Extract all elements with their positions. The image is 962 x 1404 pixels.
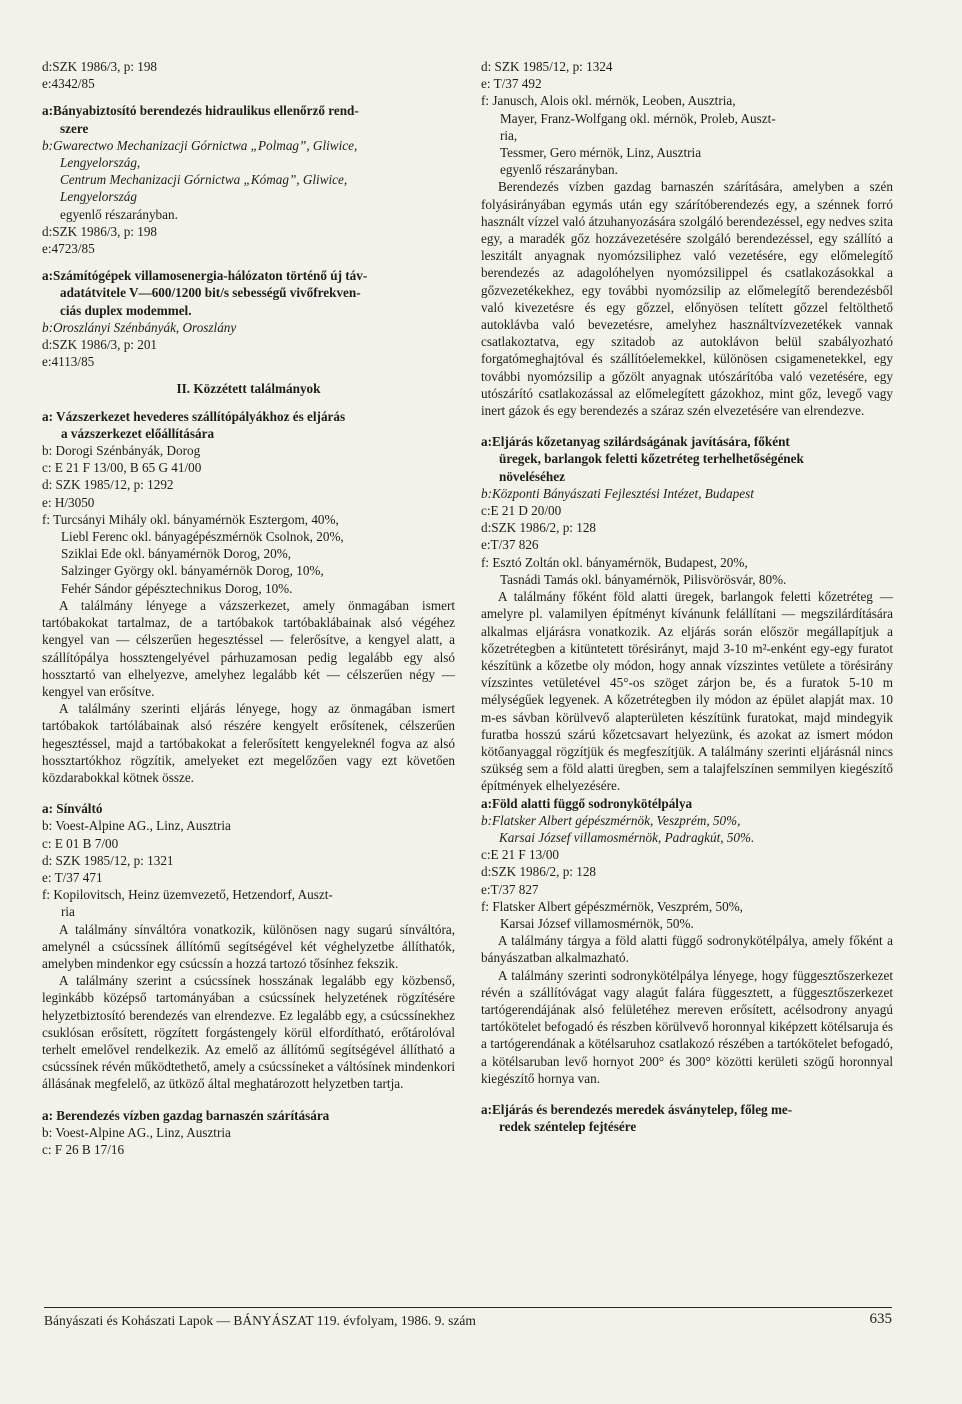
entry-title: a:Eljárás kőzetanyag szilárdságának javítására, főként — [481, 434, 790, 450]
entry-field-c: c:E 21 D 20/00 — [481, 503, 562, 519]
entry-title: a:Számítógépek villamosenergia-hálózaton történő új táv- — [42, 268, 368, 284]
abstract-paragraph: A találmány szerinti sodronykötélpálya lényege, hogy függesztőszerkezet révén a szállítóvágat vagy alagút falára függesztett, a függesztőszerkezet tartógerendájának alsó felületéhez mereven erősített, acélsodrony anyagú tartókötelet befogadó és részben körülvevő horonnyal kiképzett kötélsaruja és a tartógerendának a kötélsaruhoz csatlakozó részében a tartókötelet befogadó, a kötélsaruban levő hornyot 200° és 300° közötti kerületi szögű horonnyal kiegészítő hornya van. — [481, 967, 893, 1086]
entry-field-d: d:SZK 1986/2, p: 128 — [481, 864, 597, 880]
abstract-paragraph: A találmány sínváltóra vonatkozik, különösen nagy sugarú sínváltóra, amelynél a csúcssínek állítómű segítségével két véghelyzetbe állíthatók, amelyben mindenkor egy csúcssín a hozzá tartozó tősínhez fekszik. — [42, 921, 455, 971]
page-footer — [44, 1307, 892, 1333]
abstract-paragraph: A találmány szerinti eljárás lényege, hogy az önmagában ismert tartóbakok tartólábainak alsó részére kengyelt erősítenek, célszerűen hegesztéssel, majd a tartóbakokat a felerősített kengyeleknél fogva az alsó hossztartókhoz rögzítik, amelyeket ezt megelőzően vagy ezt követően közdarabokkal kötnek össze. — [42, 701, 455, 785]
entry-inventor-cont: ria, — [500, 127, 518, 143]
entry-title: a: Sínváltó — [42, 801, 103, 817]
abstract-paragraph: A találmány főként föld alatti üregek, barlangok feletti kőzetréteg — amelyre pl. valamilyen építményt kívánunk felállítani — megszilárdítására alkalmas eljárásra vonatkozik. Az eljárás során először megállapítjuk a kőzetrétegben a kitüntetett törésirányt, majd 3-10 m²-enként egy-egy furatot készítünk a kőzetbe oly módon, hogy annak vízszintes vetülete a törésirány vízszintes vetületével 45°-os szöget zárjon be, és a furatok 5-10 m mélységűek legyenek. A kőzetrétegben ily módon az épület alapját max. 10 m-es sávban körülvevő alapterületen készítünk furatokat, majd mindegyik furatba hosszú szárú kőzetcsavart helyezünk, és azokat az ismert módon kötőanyaggal rögzítjük és megfeszítjük. A találmány szerinti eljárásnál nincs szükség sem a föld alatti üregben, sem a talajfelszínen semmilyen kiegészítő építmények elhelyezésére. — [481, 589, 893, 794]
entry-applicant: b:Központi Bányászati Fejlesztési Intézet, Budapest — [481, 485, 754, 501]
entry-inventor-cont: Fehér Sándor gépésztechnikus Dorog, 10%. — [61, 580, 293, 596]
entry-applicant: b:Flatsker Albert gépészmérnök, Veszprém, 50%, — [481, 812, 741, 828]
entry-field-e: e:4723/85 — [42, 241, 95, 257]
entry-field-c: c: F 26 B 17/16 — [42, 1141, 125, 1157]
entry-field-e: e:4342/85 — [42, 76, 95, 92]
entry-inventor: f: Esztó Zoltán okl. bányamérnök, Budapest, 20%, — [481, 554, 748, 570]
entry-inventor: f: Kopilovitsch, Heinz üzemvezető, Hetzendorf, Auszt- — [42, 887, 333, 903]
entry-title-cont: üregek, barlangok feletti kőzetréteg terhelhetőségének — [499, 451, 804, 467]
entry-field-d: d: SZK 1985/12, p: 1292 — [42, 477, 174, 493]
entry-field-c: c: E 21 F 13/00, B 65 G 41/00 — [42, 460, 202, 476]
entry-inventor-cont: Sziklai Ede okl. bányamérnök Dorog, 20%, — [61, 546, 291, 562]
entry-field-e: e: T/37 471 — [42, 869, 103, 885]
entry-title-cont: szere — [60, 120, 89, 136]
entry-field-d: d:SZK 1986/3, p: 198 — [42, 59, 158, 74]
entry-inventor-cont: Salzinger György okl. bányamérnök Dorog, 10%, — [61, 563, 324, 579]
abstract-paragraph: A találmány lényege a vázszerkezet, amely önmagában ismert tartóbakokat tartalmaz, de a tartóbakok tartóbaklábainak alsó végéhez kengyel van — célszerűen hegesztéssel — felerősítve, a kengyel alatt, a szállítópálya hossztengelyével párhuzamosan pedig legalább egy alsó hossztartó van elhelyezve, amelyhez legalább két — célszerűen négy — kengyel van erősítve. — [42, 597, 455, 699]
entry-applicant-share: egyenlő részarányban. — [60, 206, 178, 222]
entry-inventor-cont: ria — [61, 904, 75, 920]
entry-title-cont: a vázszerkezet előállítására — [61, 425, 215, 441]
entry-title-cont: redek széntelep fejtésére — [499, 1119, 637, 1135]
entry-field-c: c:E 21 F 13/00 — [481, 847, 560, 863]
entry-title-cont: adatátvitele V—600/1200 bit/s sebességű vivőfrekven- — [60, 285, 361, 301]
entry-field-d: d:SZK 1986/2, p: 128 — [481, 520, 597, 536]
abstract-paragraph: A találmány tárgya a föld alatti függő sodronykötélpálya, amely főként a bányászatban alkalmazható. — [481, 933, 893, 966]
entry-applicant: b: Dorogi Szénbányák, Dorog — [42, 443, 201, 459]
entry-title: a: Berendezés vízben gazdag barnaszén szárítására — [42, 1107, 330, 1123]
entry-inventor: f: Turcsányi Mihály okl. bányamérnök Esztergom, 40%, — [42, 511, 339, 527]
page-number: 635 — [869, 1311, 892, 1327]
entry-field-e: e: H/3050 — [42, 494, 95, 510]
entry-inventor: f: Janusch, Alois okl. mérnök, Leoben, Ausztria, — [481, 93, 736, 109]
entry-title: a:Bányabiztosító berendezés hidraulikus ellenőrző rend- — [42, 103, 359, 119]
entry-inventor-cont: Mayer, Franz-Wolfgang okl. mérnök, Proleb, Auszt- — [500, 110, 776, 126]
entry-applicant-cont: Karsai József villamosmérnök, Padragkút, 50%. — [499, 829, 755, 845]
entry-inventor-cont: Karsai József villamosmérnök, 50%. — [500, 915, 694, 931]
entry-field-d: d: SZK 1985/12, p: 1321 — [42, 852, 174, 868]
entry-field-c: c: E 01 B 7/00 — [42, 835, 119, 851]
left-column — [42, 58, 455, 1158]
section-title: II. Közzétett találmányok — [176, 381, 321, 397]
abstract-paragraph: A találmány szerint a csúcssínek hosszának legalább egy közbenső, leginkább középső tartományában a csúcssínek helyzetének rögzítésére helyzetbiztosító berendezés van elrendezve. Ez legalább egy, a csúcssínekhez csuklósan erősített, rögzített forgástengely körül elfordítható, erőtárolóval terhelt emelővel rendelkezik. Az emelő az állítómű segítségével állítható a csúcssínek révén működtethető, amely a csúcssíneket a váltósínek mindenkori állásának megfelelő, az ütköző által meghatározott helyzetben tartja. — [42, 973, 455, 1092]
entry-field-e: e:T/37 826 — [481, 537, 539, 553]
entry-field-d: d:SZK 1986/3, p: 201 — [42, 337, 158, 353]
entry-applicant: b: Voest-Alpine AG., Linz, Ausztria — [42, 818, 231, 834]
entry-applicant: b:Gwarectwo Mechanizacji Górnictwa „Polmag”, Gliwice, — [42, 137, 358, 153]
entry-title: a: Vázszerkezet hevederes szállítópályákhoz és eljárás — [42, 408, 346, 424]
entry-inventor-cont: Tasnádi Tamás okl. bányamérnök, Pilisvörösvár, 80%. — [500, 571, 787, 587]
entry-field-d: d: SZK 1985/12, p: 1324 — [481, 59, 613, 74]
entry-field-d: d:SZK 1986/3, p: 198 — [42, 223, 158, 239]
entry-applicant-cont: Lengyelország, — [60, 155, 141, 171]
entry-inventor-cont: Liebl Ferenc okl. bányagépészmérnök Csolnok, 20%, — [61, 529, 344, 545]
entry-field-e: e:4113/85 — [42, 354, 95, 370]
entry-field-e: e: T/37 492 — [481, 76, 542, 92]
entry-field-e: e:T/37 827 — [481, 881, 539, 897]
entry-title-cont: növeléséhez — [499, 468, 565, 484]
abstract-paragraph: Berendezés vízben gazdag barnaszén szárítására, amelyben a szén folyásirányában egymás után egy szárítóberendezés egy, a szénnek forró használt vízzel való átzuhanyozására szolgáló berendezéssel, egy nedves szita egy, a maradék gőz hozzávezetésére szolgáló berendezéssel, egy szállító a leszitált anyagnak nyomózsiliphez való vezetésére, egy előmelegítő berendezés az adagolóhelyen nyomózsilippel és csatlakozásokkal a gőzvezetékekhez, egy további nyomózsilip az előmelegítő berendezésből való kivezetésre és egy gőzzel, előnyösen telített gőzzel feltölthető autoklávba való bevezetésre, amelyhez használtvízvezetékek vannak csatlakoztatva, egy szitadob az autoklávon belül szabályozható forgatómeghajtóval és szállítóelemekkel, különösen csigamenetekkel, egy további nyomózsilip a gőzölt anyagnak utószárítóba való vezetésére, egy utószárító csatlakozással az előmelegített gázokhoz, mint gőz, levegő vagy inert gázok és egy berendezés a száraz szén elvezetésére van elrendezve. — [481, 179, 893, 419]
entry-applicant: b: Voest-Alpine AG., Linz, Ausztria — [42, 1124, 231, 1140]
entry-applicant: b:Oroszlányi Szénbányák, Oroszlány — [42, 319, 237, 335]
right-column — [481, 58, 893, 1135]
entry-inventor-cont: Tessmer, Gero mérnök, Linz, Ausztria — [500, 145, 702, 161]
entry-inventor: f: Flatsker Albert gépészmérnök, Veszprém, 50%, — [481, 898, 743, 914]
entry-applicant-cont: Lengyelország — [60, 189, 137, 205]
entry-title-cont: ciás duplex modemmel. — [60, 302, 192, 318]
journal-citation: Bányászati és Kohászati Lapok — BÁNYÁSZAT 119. évfolyam, 1986. 9. szám — [44, 1313, 476, 1328]
entry-applicant-cont: Centrum Mechanizacji Górnictwa „Kómag”, Gliwice, — [60, 172, 348, 188]
entry-inventor-share: egyenlő részarányban. — [500, 162, 618, 178]
entry-title: a:Eljárás és berendezés meredek ásványtelep, főleg me- — [481, 1101, 793, 1117]
entry-title: a:Föld alatti függő sodronykötélpálya — [481, 795, 693, 811]
